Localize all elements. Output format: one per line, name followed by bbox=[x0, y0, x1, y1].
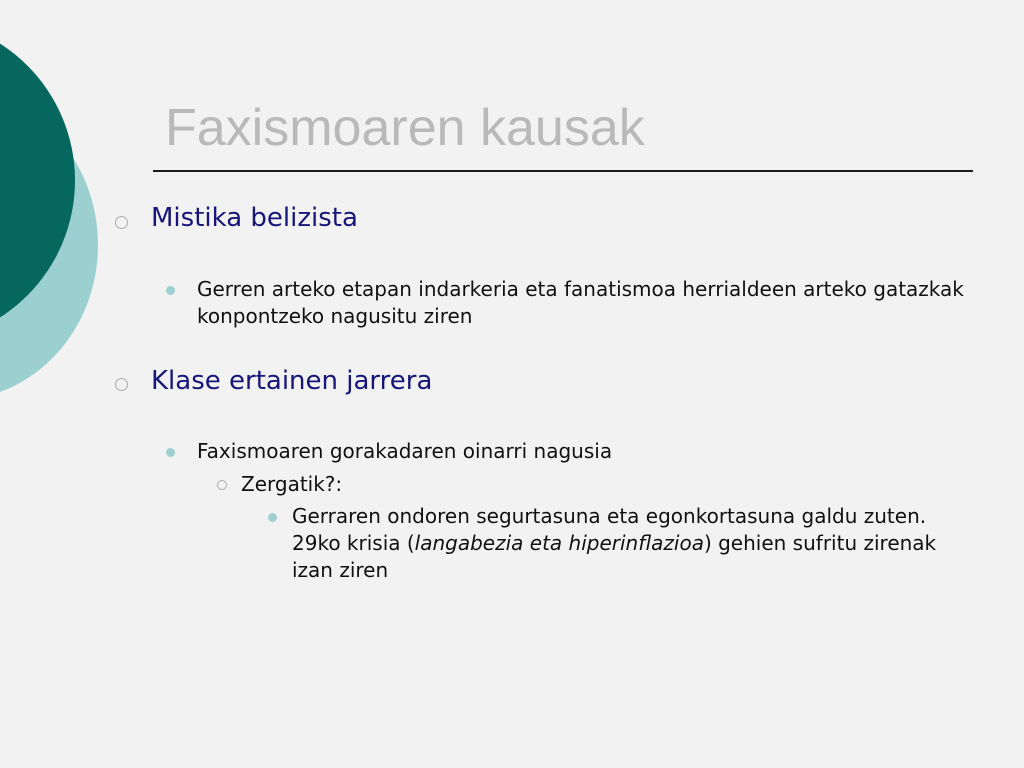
ring-bullet-icon bbox=[217, 480, 227, 490]
ring-bullet-icon bbox=[115, 216, 128, 229]
dot-bullet-icon bbox=[268, 513, 277, 522]
detail-text-italic: langabezia eta hiperinflazioa bbox=[414, 531, 704, 555]
dot-bullet-icon bbox=[166, 286, 175, 295]
slide-title: Faxismoaren kausak bbox=[165, 99, 645, 157]
detail-text-end: ) gehien sufritu zirenak izan ziren bbox=[292, 531, 937, 582]
sub-bullet-why: Zergatik?: bbox=[241, 472, 343, 496]
section-heading-1: Mistika belizista bbox=[151, 203, 358, 233]
title-divider bbox=[153, 170, 973, 172]
ring-bullet-icon bbox=[115, 378, 128, 391]
bullet-point-2: Faxismoaren gorakadaren oinarri nagusia bbox=[197, 439, 613, 463]
detail-paragraph bbox=[292, 503, 972, 584]
detail-text-start: Gerraren ondoren segurtasuna eta egonkortasuna galdu zuten. 29ko krisia ( bbox=[292, 504, 927, 555]
section-heading-2: Klase ertainen jarrera bbox=[151, 366, 433, 396]
dot-bullet-icon bbox=[166, 448, 175, 457]
bullet-point-1: Gerren arteko etapan indarkeria eta fanatismoa herrialdeen arteko gatazkak konpontzeko nagusitu ziren bbox=[197, 277, 964, 328]
